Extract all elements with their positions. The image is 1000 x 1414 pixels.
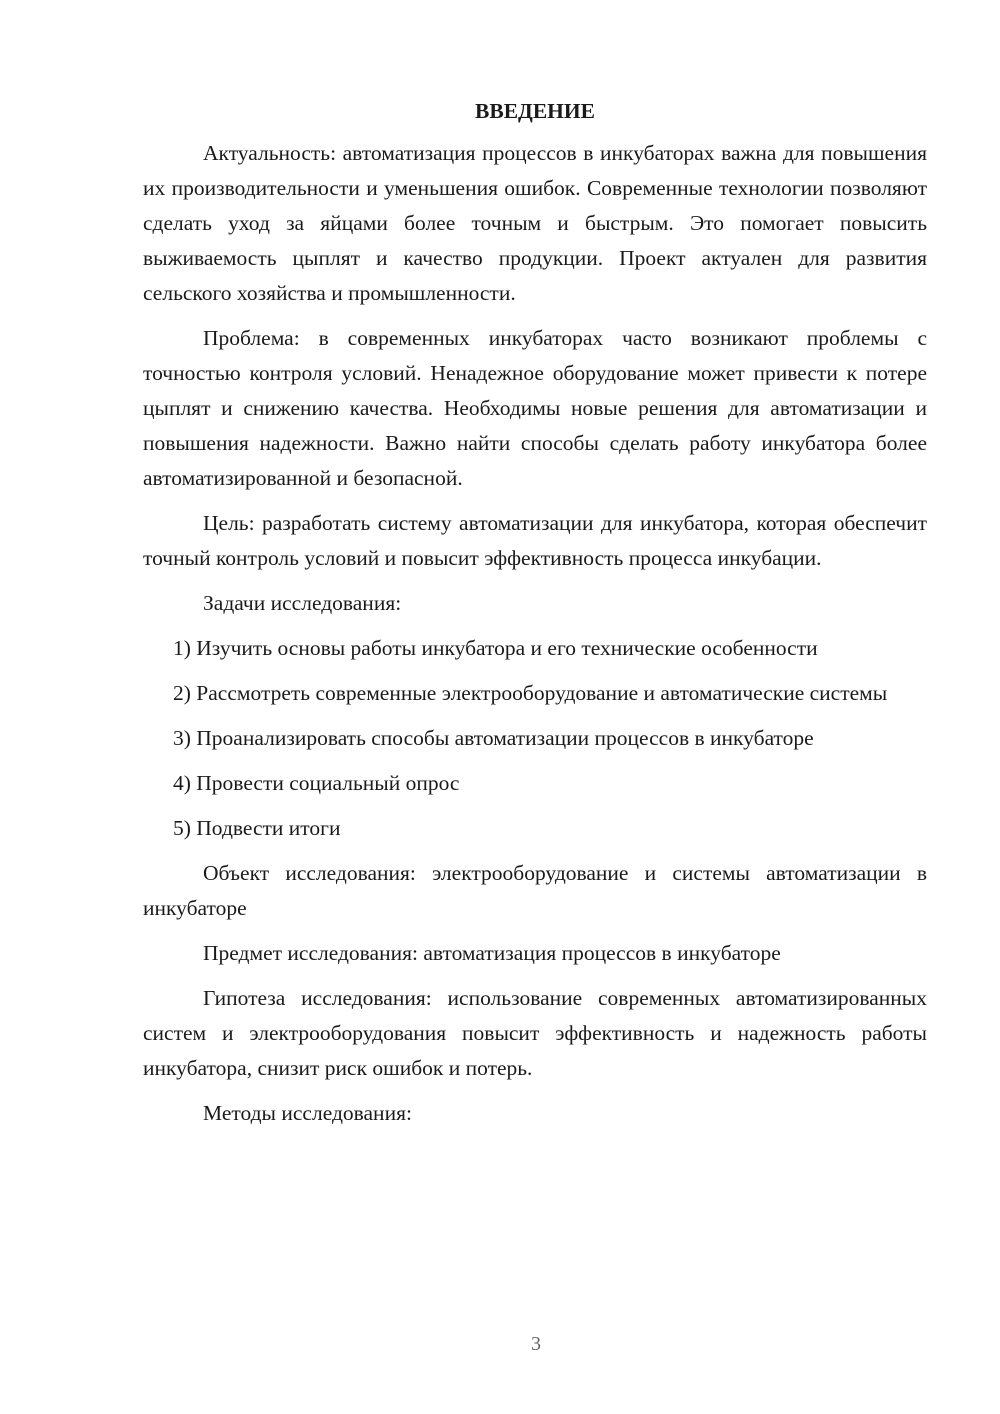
paragraph-object: Объект исследования: электрооборудование и системы автоматизации в инкубаторе bbox=[143, 861, 927, 920]
page-number: 3 bbox=[531, 1333, 541, 1355]
tasks-list bbox=[143, 631, 927, 846]
paragraph-problem: Проблема: в современных инкубаторах часто возникают проблемы с точностью контроля условий. Ненадежное оборудование может привести к потере цыплят и снижению качества. Необходимы новые решения для автоматизации и повышения надежности. Важно найти способы сделать работу инкубатора более автоматизированной и безопасной. bbox=[143, 326, 927, 490]
list-item: 3) Проанализировать способы автоматизации процессов в инкубаторе bbox=[173, 726, 814, 750]
list-item: 1) Изучить основы работы инкубатора и его технические особенности bbox=[173, 636, 818, 660]
paragraph-goal: Цель: разработать систему автоматизации для инкубатора, которая обеспечит точный контроль условий и повысит эффективность процесса инкубации. bbox=[143, 511, 927, 570]
paragraph-hypothesis: Гипотеза исследования: использование современных автоматизированных систем и электрооборудования повысит эффективность и надежность работы инкубатора, снизит риск ошибок и потерь. bbox=[143, 986, 927, 1080]
methods-heading: Методы исследования: bbox=[203, 1101, 412, 1125]
tasks-heading: Задачи исследования: bbox=[203, 591, 402, 615]
document-page bbox=[143, 96, 927, 1141]
paragraph-subject: Предмет исследования: автоматизация процессов в инкубаторе bbox=[203, 941, 781, 965]
document-title: ВВЕДЕНИЕ bbox=[475, 99, 595, 123]
list-item: 4) Провести социальный опрос bbox=[173, 771, 460, 795]
list-item: 5) Подвести итоги bbox=[173, 816, 341, 840]
paragraph-relevance: Актуальность: автоматизация процессов в инкубаторах важна для повышения их производительности и уменьшения ошибок. Современные технологии позволяют сделать уход за яйцами более точным и быстрым. Это помогает повысить выживаемость цыплят и качество продукции. Проект актуален для развития сельского хозяйства и промышленности. bbox=[143, 141, 927, 305]
list-item: 2) Рассмотреть современные электрооборудование и автоматические системы bbox=[173, 681, 888, 705]
